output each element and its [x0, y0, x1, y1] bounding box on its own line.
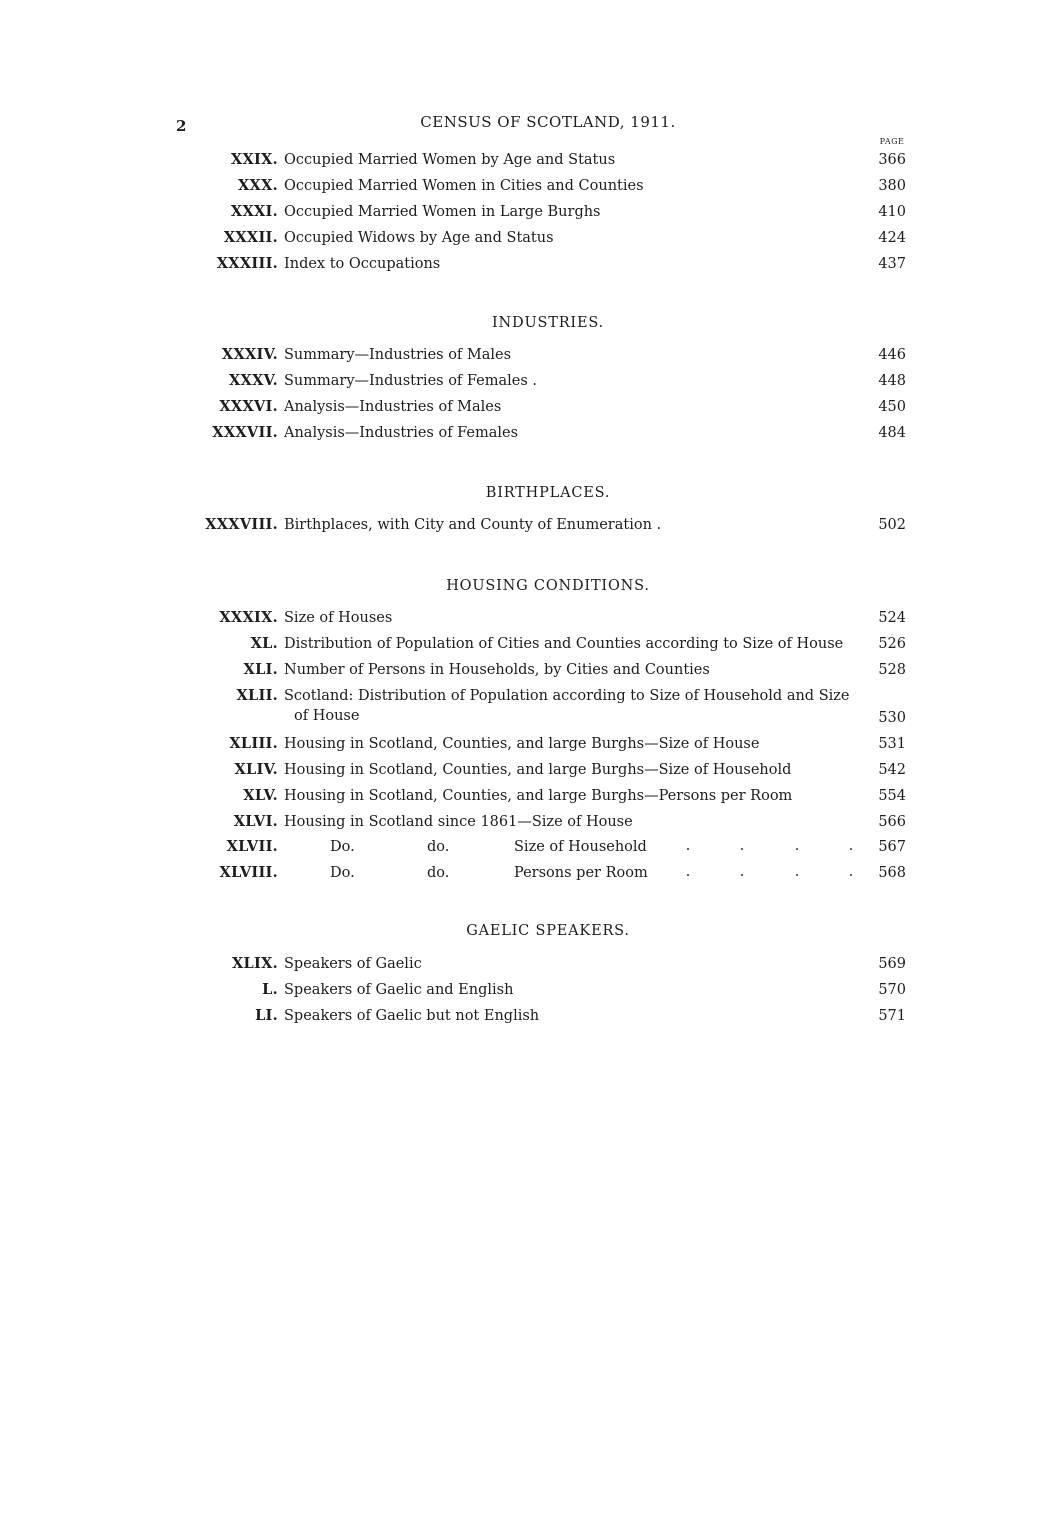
contents-row-xxxvii — [190, 423, 918, 449]
contents-row-xxxii — [190, 228, 918, 254]
table-title: Housing in Scotland, Counties, and large Burghs—Size of Household — [284, 762, 792, 778]
table-number: XXXII. — [223, 229, 278, 246]
section-heading-gaelic: GAELIC SPEAKERS. — [466, 923, 630, 939]
contents-row-xxxiii — [190, 254, 918, 280]
ditto-mark: do. — [427, 865, 450, 881]
table-title: Housing in Scotland, Counties, and large Burghs—Persons per Room — [284, 788, 793, 804]
dot-leader — [741, 874, 743, 876]
dot-leader — [850, 848, 852, 850]
table-title: Summary—Industries of Males — [284, 347, 512, 363]
table-number: XLV. — [243, 787, 278, 804]
table-title: Distribution of Population of Cities and Counties according to Size of House — [284, 636, 844, 652]
table-title-continued: of House — [294, 708, 360, 724]
table-number: XXX. — [238, 177, 278, 194]
table-number: XLIV. — [234, 761, 278, 778]
table-title: Housing in Scotland, Counties, and large Burghs—Size of House — [284, 736, 760, 752]
table-number: XL. — [250, 635, 278, 652]
contents-row-xlvii — [190, 837, 918, 863]
page-ref: 446 — [878, 347, 906, 363]
dot-leader — [687, 874, 689, 876]
contents-row-xlviii — [190, 863, 918, 889]
page-ref: 380 — [878, 178, 906, 194]
page-ref: 531 — [878, 736, 906, 752]
section-heading-industries: INDUSTRIES. — [492, 315, 604, 331]
table-number: XXIX. — [230, 151, 278, 168]
ditto-mark: do. — [427, 839, 450, 855]
table-title: Occupied Widows by Age and Status — [284, 230, 554, 246]
contents-row-xl — [190, 634, 918, 660]
contents-row-xxxi — [190, 202, 918, 228]
dot-leader — [796, 874, 798, 876]
contents-row-xliii — [190, 734, 918, 760]
table-number: XXXIII. — [216, 255, 278, 272]
page-ref: 484 — [878, 425, 906, 441]
contents-row-l — [190, 980, 918, 1006]
page-ref: 366 — [878, 152, 906, 168]
contents-row-xlix — [190, 954, 918, 980]
page-ref: 571 — [878, 1008, 906, 1024]
table-title: Size of Houses — [284, 610, 393, 626]
table-title: Number of Persons in Households, by Cities and Counties — [284, 662, 710, 678]
page-ref: 569 — [878, 956, 906, 972]
contents-row-li — [190, 1006, 918, 1032]
table-title: Scotland: Distribution of Population according to Size of Household and Size — [284, 688, 850, 704]
table-number: XLIII. — [229, 735, 278, 752]
contents-row-xxxiv — [190, 345, 918, 371]
table-title: Housing in Scotland since 1861—Size of House — [284, 814, 633, 830]
page-ref: 448 — [878, 373, 906, 389]
table-number: XXXV. — [228, 372, 278, 389]
page-ref: 554 — [878, 788, 906, 804]
dot-leader — [741, 848, 743, 850]
running-title: CENSUS OF SCOTLAND, 1911. — [420, 113, 676, 131]
table-title: Speakers of Gaelic but not English — [284, 1008, 540, 1024]
page-ref: 526 — [878, 636, 906, 652]
page-ref: 450 — [878, 399, 906, 415]
table-title: Occupied Married Women in Large Burghs — [284, 204, 601, 220]
table-title: Analysis—Industries of Females — [284, 425, 519, 441]
page-ref: 567 — [878, 839, 906, 855]
table-number: XLIX. — [231, 955, 278, 972]
contents-row-xlv — [190, 786, 918, 812]
page-number: 2 — [176, 117, 187, 135]
page-ref: 502 — [878, 517, 906, 533]
table-title: Speakers of Gaelic — [284, 956, 422, 972]
table-title: Analysis—Industries of Males — [284, 399, 502, 415]
section-heading-birthplaces: BIRTHPLACES. — [485, 485, 611, 501]
table-number: XLVII. — [226, 838, 278, 855]
table-title: Summary—Industries of Females . — [284, 373, 538, 389]
contents-row-xlii — [190, 686, 918, 732]
table-title: Index to Occupations — [284, 256, 441, 272]
table-title: Speakers of Gaelic and English — [284, 982, 514, 998]
table-number: XLII. — [236, 687, 278, 704]
contents-row-xlvi — [190, 812, 918, 838]
table-number: XLVIII. — [219, 864, 278, 881]
ditto-mark: Do. — [330, 839, 355, 855]
page-ref: 437 — [878, 256, 906, 272]
dot-leader — [796, 848, 798, 850]
table-number: XXXVIII. — [205, 516, 278, 533]
page-ref: 524 — [878, 610, 906, 626]
contents-row-xxxv — [190, 371, 918, 397]
page-column-label: PAGE — [879, 137, 905, 146]
page-ref: 410 — [878, 204, 906, 220]
dot-leader — [850, 874, 852, 876]
table-number: XLVI. — [233, 813, 278, 830]
dot-leader — [687, 848, 689, 850]
table-number: XXXVI. — [219, 398, 278, 415]
contents-row-xliv — [190, 760, 918, 786]
page-ref: 530 — [878, 710, 906, 726]
page-ref: 424 — [878, 230, 906, 246]
table-number: XXXVII. — [212, 424, 278, 441]
page-ref: 566 — [878, 814, 906, 830]
table-number: XXXIV. — [221, 346, 278, 363]
table-title: Occupied Married Women by Age and Status — [284, 152, 616, 168]
page-ref: 542 — [878, 762, 906, 778]
table-title: Persons per Room — [514, 865, 648, 881]
page-ref: 528 — [878, 662, 906, 678]
page-ref: 570 — [878, 982, 906, 998]
contents-row-xli — [190, 660, 918, 686]
section-heading-housing: HOUSING CONDITIONS. — [446, 578, 650, 594]
table-title: Size of Household — [514, 839, 647, 855]
page-ref: 568 — [878, 865, 906, 881]
contents-row-xxx — [190, 176, 918, 202]
table-title: Birthplaces, with City and County of Enumeration . — [284, 517, 662, 533]
contents-row-xxix — [190, 150, 918, 176]
contents-row-xxxvi — [190, 397, 918, 423]
table-number: XXXIX. — [219, 609, 278, 626]
ditto-mark: Do. — [330, 865, 355, 881]
contents-row-xxxix — [190, 608, 918, 634]
table-number: XLI. — [243, 661, 278, 678]
table-number: XXXI. — [230, 203, 278, 220]
table-number: L. — [262, 981, 278, 998]
contents-row-xxxviii — [190, 515, 918, 541]
table-number: LI. — [255, 1007, 278, 1024]
table-title: Occupied Married Women in Cities and Counties — [284, 178, 644, 194]
